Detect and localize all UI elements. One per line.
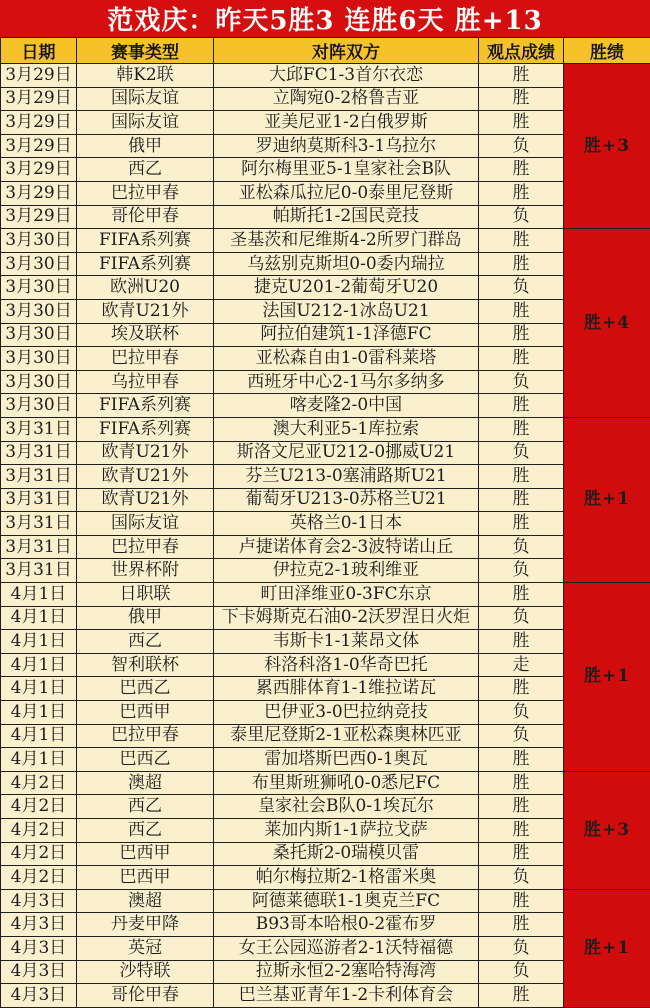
table-row <box>1 276 650 300</box>
match-cell: 阿拉伯建筑1-1泽德FC <box>214 323 479 347</box>
match-cell: 西班牙中心2-1马尔多纳多 <box>214 370 479 394</box>
table-row <box>1 842 650 866</box>
match-cell: 下卡姆斯克石油0-2沃罗涅日火炬 <box>214 606 479 630</box>
date-cell: 3月30日 <box>1 347 77 371</box>
col-header-match: 对阵双方 <box>214 38 479 64</box>
league-cell: 巴拉甲春 <box>77 181 214 205</box>
result-cell: 胜 <box>479 417 564 441</box>
result-cell: 走 <box>479 653 564 677</box>
date-cell: 3月29日 <box>1 87 77 111</box>
result-cell: 负 <box>479 936 564 960</box>
result-cell: 胜 <box>479 87 564 111</box>
league-cell: 韩K2联 <box>77 64 214 88</box>
table-row <box>1 417 650 441</box>
date-cell: 4月1日 <box>1 701 77 725</box>
date-cell: 4月1日 <box>1 583 77 607</box>
table-row <box>1 748 650 772</box>
table-row <box>1 299 650 323</box>
match-cell: 捷克U201-2葡萄牙U20 <box>214 276 479 300</box>
result-cell: 胜 <box>479 583 564 607</box>
record-cell: 胜+1 <box>564 889 650 1007</box>
league-cell: 俄甲 <box>77 606 214 630</box>
result-cell: 胜 <box>479 630 564 654</box>
table-row <box>1 394 650 418</box>
league-cell: 哥伦甲春 <box>77 205 214 229</box>
date-cell: 3月30日 <box>1 252 77 276</box>
match-cell: 阿德莱德联1-1奥克兰FC <box>214 889 479 913</box>
league-cell: FIFA系列赛 <box>77 394 214 418</box>
match-cell: 亚松森自由1-0雷科莱塔 <box>214 347 479 371</box>
record-cell: 胜+1 <box>564 417 650 582</box>
league-cell: 日职联 <box>77 583 214 607</box>
table-row <box>1 535 650 559</box>
table-row <box>1 559 650 583</box>
match-cell: 喀麦隆2-0中国 <box>214 394 479 418</box>
league-cell: 巴拉甲春 <box>77 535 214 559</box>
match-cell: 罗迪纳莫斯科3-1乌拉尔 <box>214 134 479 158</box>
league-cell: 乌拉甲春 <box>77 370 214 394</box>
league-cell: 巴西乙 <box>77 677 214 701</box>
date-cell: 3月29日 <box>1 134 77 158</box>
match-cell: 女王公园巡游者2-1沃特福德 <box>214 936 479 960</box>
result-cell: 胜 <box>479 229 564 253</box>
result-cell: 负 <box>479 205 564 229</box>
match-cell: 圣基茨和尼维斯4-2所罗门群岛 <box>214 229 479 253</box>
date-cell: 4月3日 <box>1 984 77 1008</box>
table-row <box>1 205 650 229</box>
table-row <box>1 158 650 182</box>
league-cell: 欧青U21外 <box>77 465 214 489</box>
record-cell: 胜+4 <box>564 229 650 418</box>
league-cell: 欧青U21外 <box>77 441 214 465</box>
league-cell: 国际友谊 <box>77 111 214 135</box>
league-cell: 俄甲 <box>77 134 214 158</box>
date-cell: 3月29日 <box>1 158 77 182</box>
date-cell: 3月30日 <box>1 370 77 394</box>
table-row <box>1 323 650 347</box>
league-cell: 巴拉甲春 <box>77 724 214 748</box>
result-cell: 负 <box>479 866 564 890</box>
col-header-result: 观点成绩 <box>479 38 564 64</box>
date-cell: 4月2日 <box>1 819 77 843</box>
record-cell: 胜+1 <box>564 583 650 772</box>
result-cell: 胜 <box>479 488 564 512</box>
league-cell: 西乙 <box>77 795 214 819</box>
date-cell: 3月30日 <box>1 323 77 347</box>
result-cell: 胜 <box>479 465 564 489</box>
match-cell: 乌兹别克斯坦0-0委内瑞拉 <box>214 252 479 276</box>
table-row <box>1 960 650 984</box>
date-cell: 3月30日 <box>1 394 77 418</box>
result-cell: 胜 <box>479 111 564 135</box>
league-cell: FIFA系列赛 <box>77 229 214 253</box>
date-cell: 4月3日 <box>1 960 77 984</box>
result-cell: 胜 <box>479 677 564 701</box>
table-row <box>1 64 650 88</box>
match-cell: 英格兰0-1日本 <box>214 512 479 536</box>
result-cell: 胜 <box>479 158 564 182</box>
league-cell: FIFA系列赛 <box>77 417 214 441</box>
table-row <box>1 488 650 512</box>
date-cell: 3月30日 <box>1 276 77 300</box>
match-cell: 亚美尼亚1-2白俄罗斯 <box>214 111 479 135</box>
table-row <box>1 701 650 725</box>
date-cell: 4月2日 <box>1 795 77 819</box>
date-cell: 3月29日 <box>1 111 77 135</box>
banner <box>0 0 650 37</box>
league-cell: 澳超 <box>77 889 214 913</box>
match-cell: 町田泽维亚0-3FC东京 <box>214 583 479 607</box>
result-cell: 胜 <box>479 984 564 1008</box>
table-row <box>1 913 650 937</box>
league-cell: 智利联杯 <box>77 653 214 677</box>
match-cell: 累西腓体育1-1维拉诺瓦 <box>214 677 479 701</box>
result-cell: 胜 <box>479 842 564 866</box>
result-cell: 负 <box>479 960 564 984</box>
match-cell: 科洛科洛1-0华奇巴托 <box>214 653 479 677</box>
result-cell: 胜 <box>479 347 564 371</box>
date-cell: 4月1日 <box>1 630 77 654</box>
result-cell: 负 <box>479 606 564 630</box>
match-cell: 拉斯永恒2-2塞哈特海湾 <box>214 960 479 984</box>
result-cell: 胜 <box>479 181 564 205</box>
date-cell: 4月2日 <box>1 771 77 795</box>
league-cell: 丹麦甲降 <box>77 913 214 937</box>
table-row <box>1 583 650 607</box>
date-cell: 3月31日 <box>1 535 77 559</box>
league-cell: 欧青U21外 <box>77 488 214 512</box>
table-row <box>1 653 650 677</box>
result-cell: 胜 <box>479 252 564 276</box>
match-cell: 法国U212-1冰岛U21 <box>214 299 479 323</box>
league-cell: 埃及联杯 <box>77 323 214 347</box>
col-header-league: 赛事类型 <box>77 38 214 64</box>
table-row <box>1 819 650 843</box>
table-row <box>1 370 650 394</box>
league-cell: 澳超 <box>77 771 214 795</box>
date-cell: 3月30日 <box>1 229 77 253</box>
table-row <box>1 936 650 960</box>
table-row <box>1 347 650 371</box>
table-row <box>1 465 650 489</box>
league-cell: 欧青U21外 <box>77 299 214 323</box>
table-row <box>1 771 650 795</box>
table-row <box>1 889 650 913</box>
date-cell: 3月31日 <box>1 417 77 441</box>
date-cell: 4月3日 <box>1 889 77 913</box>
match-cell: 韦斯卡1-1莱昂文体 <box>214 630 479 654</box>
match-cell: 莱加内斯1-1萨拉戈萨 <box>214 819 479 843</box>
date-cell: 3月31日 <box>1 488 77 512</box>
match-cell: 卢捷诺体育会2-3波特诺山丘 <box>214 535 479 559</box>
match-cell: 布里斯班狮吼0-0悉尼FC <box>214 771 479 795</box>
result-cell: 胜 <box>479 913 564 937</box>
result-cell: 胜 <box>479 771 564 795</box>
result-cell: 胜 <box>479 64 564 88</box>
record-cell: 胜+3 <box>564 771 650 889</box>
banner-title: 范戏庆：昨天5胜3 连胜6天 胜+13 <box>107 6 543 36</box>
table-row <box>1 134 650 158</box>
table-row <box>1 181 650 205</box>
result-cell: 胜 <box>479 795 564 819</box>
date-cell: 3月31日 <box>1 441 77 465</box>
col-header-record: 胜绩 <box>564 38 650 64</box>
date-cell: 4月1日 <box>1 748 77 772</box>
result-cell: 负 <box>479 701 564 725</box>
date-cell: 4月1日 <box>1 606 77 630</box>
date-cell: 3月29日 <box>1 205 77 229</box>
result-cell: 负 <box>479 276 564 300</box>
date-cell: 3月30日 <box>1 299 77 323</box>
match-cell: 芬兰U213-0塞浦路斯U21 <box>214 465 479 489</box>
league-cell: 巴西甲 <box>77 866 214 890</box>
match-cell: 斯洛文尼亚U212-0挪威U21 <box>214 441 479 465</box>
date-cell: 4月1日 <box>1 677 77 701</box>
result-cell: 胜 <box>479 394 564 418</box>
date-cell: 3月31日 <box>1 512 77 536</box>
record-cell: 胜+3 <box>564 64 650 229</box>
date-cell: 4月1日 <box>1 653 77 677</box>
date-cell: 4月1日 <box>1 724 77 748</box>
match-cell: 帕尔梅拉斯2-1格雷米奥 <box>214 866 479 890</box>
table-row <box>1 441 650 465</box>
table-row <box>1 866 650 890</box>
league-cell: 世界杯附 <box>77 559 214 583</box>
league-cell: 西乙 <box>77 158 214 182</box>
table-row <box>1 606 650 630</box>
date-cell: 4月3日 <box>1 936 77 960</box>
league-cell: 国际友谊 <box>77 512 214 536</box>
match-cell: 澳大利亚5-1库拉索 <box>214 417 479 441</box>
match-table-body <box>1 64 650 1008</box>
table-row <box>1 229 650 253</box>
match-cell: 雷加塔斯巴西0-1奥瓦 <box>214 748 479 772</box>
match-cell: 泰里尼登斯2-1亚松森奥林匹亚 <box>214 724 479 748</box>
match-cell: 桑托斯2-0瑞模贝雷 <box>214 842 479 866</box>
league-cell: FIFA系列赛 <box>77 252 214 276</box>
table-header-row <box>1 38 650 64</box>
table-row <box>1 512 650 536</box>
match-cell: 立陶宛0-2格鲁吉亚 <box>214 87 479 111</box>
result-cell: 胜 <box>479 323 564 347</box>
result-cell: 胜 <box>479 512 564 536</box>
table-row <box>1 87 650 111</box>
table-row <box>1 252 650 276</box>
match-cell: 皇家社会B队0-1埃瓦尔 <box>214 795 479 819</box>
match-cell: 帕斯托1-2国民竞技 <box>214 205 479 229</box>
match-cell: 巴兰基亚青年1-2卡利体育会 <box>214 984 479 1008</box>
match-cell: 亚松森瓜拉尼0-0泰里尼登斯 <box>214 181 479 205</box>
date-cell: 4月3日 <box>1 913 77 937</box>
league-cell: 西乙 <box>77 819 214 843</box>
league-cell: 英冠 <box>77 936 214 960</box>
match-cell: 大邱FC1-3首尔衣恋 <box>214 64 479 88</box>
table-row <box>1 630 650 654</box>
result-cell: 胜 <box>479 299 564 323</box>
col-header-date: 日期 <box>1 38 77 64</box>
match-cell: 阿尔梅里亚5-1皇家社会B队 <box>214 158 479 182</box>
result-cell: 胜 <box>479 889 564 913</box>
table-row <box>1 677 650 701</box>
date-cell: 3月31日 <box>1 559 77 583</box>
table-row <box>1 111 650 135</box>
result-cell: 负 <box>479 370 564 394</box>
league-cell: 巴西乙 <box>77 748 214 772</box>
match-cell: 巴伊亚3-0巴拉纳竞技 <box>214 701 479 725</box>
league-cell: 沙特联 <box>77 960 214 984</box>
result-cell: 负 <box>479 559 564 583</box>
result-cell: 负 <box>479 441 564 465</box>
date-cell: 4月2日 <box>1 842 77 866</box>
league-cell: 巴西甲 <box>77 842 214 866</box>
table-row <box>1 984 650 1008</box>
match-cell: B93哥本哈根0-2霍布罗 <box>214 913 479 937</box>
result-cell: 胜 <box>479 819 564 843</box>
match-cell: 葡萄牙U213-0苏格兰U21 <box>214 488 479 512</box>
result-cell: 负 <box>479 535 564 559</box>
result-cell: 胜 <box>479 748 564 772</box>
league-cell: 欧洲U20 <box>77 276 214 300</box>
date-cell: 3月31日 <box>1 465 77 489</box>
match-cell: 伊拉克2-1玻利维亚 <box>214 559 479 583</box>
table-row <box>1 795 650 819</box>
league-cell: 哥伦甲春 <box>77 984 214 1008</box>
league-cell: 西乙 <box>77 630 214 654</box>
result-cell: 负 <box>479 724 564 748</box>
table-row <box>1 724 650 748</box>
league-cell: 国际友谊 <box>77 87 214 111</box>
league-cell: 巴西甲 <box>77 701 214 725</box>
match-record-table <box>0 37 650 1008</box>
date-cell: 3月29日 <box>1 64 77 88</box>
date-cell: 3月29日 <box>1 181 77 205</box>
result-cell: 负 <box>479 134 564 158</box>
league-cell: 巴拉甲春 <box>77 347 214 371</box>
date-cell: 4月2日 <box>1 866 77 890</box>
